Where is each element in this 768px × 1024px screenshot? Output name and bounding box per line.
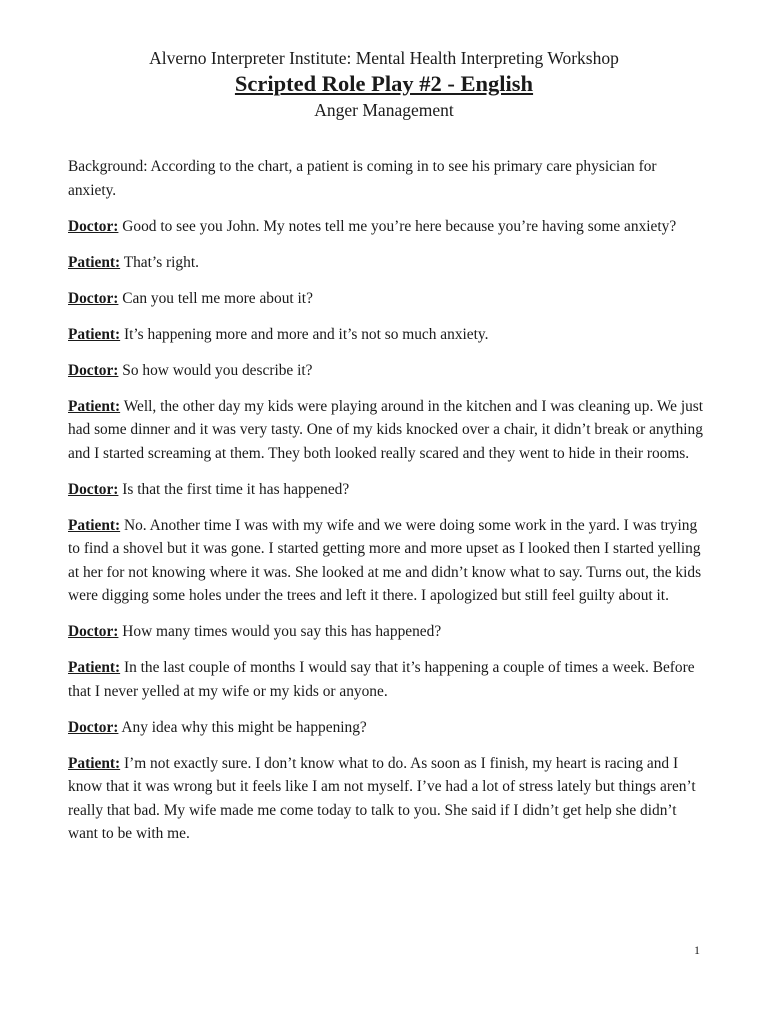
dialogue-line	[68, 395, 704, 466]
dialogue-line	[68, 752, 704, 846]
speaker-label: Doctor:	[68, 718, 119, 736]
background-paragraph: Background: According to the chart, a patient is coming in to see his primary care physician for anxiety.	[68, 158, 657, 199]
document-subtitle: Anger Management	[314, 100, 454, 120]
dialogue-text: How many times would you say this has happened?	[118, 623, 442, 640]
speaker-label: Patient:	[68, 659, 121, 676]
dialogue-text: Can you tell me more about it?	[118, 289, 313, 307]
dialogue-text: That’s right.	[120, 253, 199, 271]
speaker-label: Patient:	[68, 397, 121, 415]
dialogue-text: Well, the other day my kids were playing around in the kitchen and I was cleaning up. We just had some dinner and it was very tasty. One of my kids knocked over a chair, it didn’t break or anything and I started screaming at them. They both looked really scared and they went to hide in their rooms.	[68, 397, 704, 462]
dialogue-line	[68, 359, 704, 383]
dialogue-text: Any idea why this might be happening?	[118, 718, 367, 736]
dialogue-line	[68, 323, 704, 347]
dialogue-line	[68, 716, 704, 740]
dialogue-text: So how would you describe it?	[118, 361, 313, 379]
institute-heading: Alverno Interpreter Institute: Mental Health Interpreting Workshop	[149, 48, 619, 68]
speaker-label: Doctor:	[68, 289, 119, 307]
speaker-label: Patient:	[68, 325, 121, 343]
dialogue-text: Good to see you John. My notes tell me you’re here because you’re having some anxiety?	[118, 217, 677, 235]
dialogue-line	[68, 620, 704, 644]
speaker-label: Patient:	[68, 754, 121, 772]
document-title: Scripted Role Play #2 - English	[234, 71, 534, 96]
dialogue-text: It’s happening more and more and it’s not so much anxiety.	[120, 325, 489, 343]
speaker-label: Patient:	[68, 516, 121, 534]
dialogue-line	[68, 251, 704, 275]
dialogue-line	[68, 215, 704, 239]
document-header	[0, 47, 768, 122]
page-number: 1	[694, 943, 700, 957]
dialogue-line	[68, 656, 704, 703]
document-body	[68, 155, 704, 858]
speaker-label: Doctor:	[68, 623, 119, 640]
dialogue-text: I’m not exactly sure. I don’t know what to do. As soon as I finish, my heart is racing and I know that it was wrong but it feels like I am not myself. I’ve had a lot of stress lately but things aren’t really that bad. My wife made me come today to talk to you. She said if I didn’t get help she didn’t want to be with me.	[68, 754, 696, 842]
dialogue-text: Is that the first time it has happened?	[118, 480, 350, 498]
dialogue-line	[68, 514, 704, 608]
dialogue-text: In the last couple of months I would say that it’s happening a couple of times a week. Before that I never yelled at my wife or my kids or anyone.	[68, 659, 695, 700]
speaker-label: Doctor:	[68, 361, 119, 379]
speaker-label: Patient:	[68, 253, 121, 271]
dialogue-line	[68, 287, 704, 311]
dialogue-line	[68, 478, 704, 502]
speaker-label: Doctor:	[68, 217, 119, 235]
speaker-label: Doctor:	[68, 480, 119, 498]
dialogue-text: No. Another time I was with my wife and we were doing some work in the yard. I was trying to find a shovel but it was gone. I started getting more and more upset as I looked then I started yelling at her for not knowing where it was. She looked at me and didn’t know what to say. Turns out, the kids were digging some holes under the trees and left it there. I apologized but still feel guilty about it.	[68, 516, 702, 604]
